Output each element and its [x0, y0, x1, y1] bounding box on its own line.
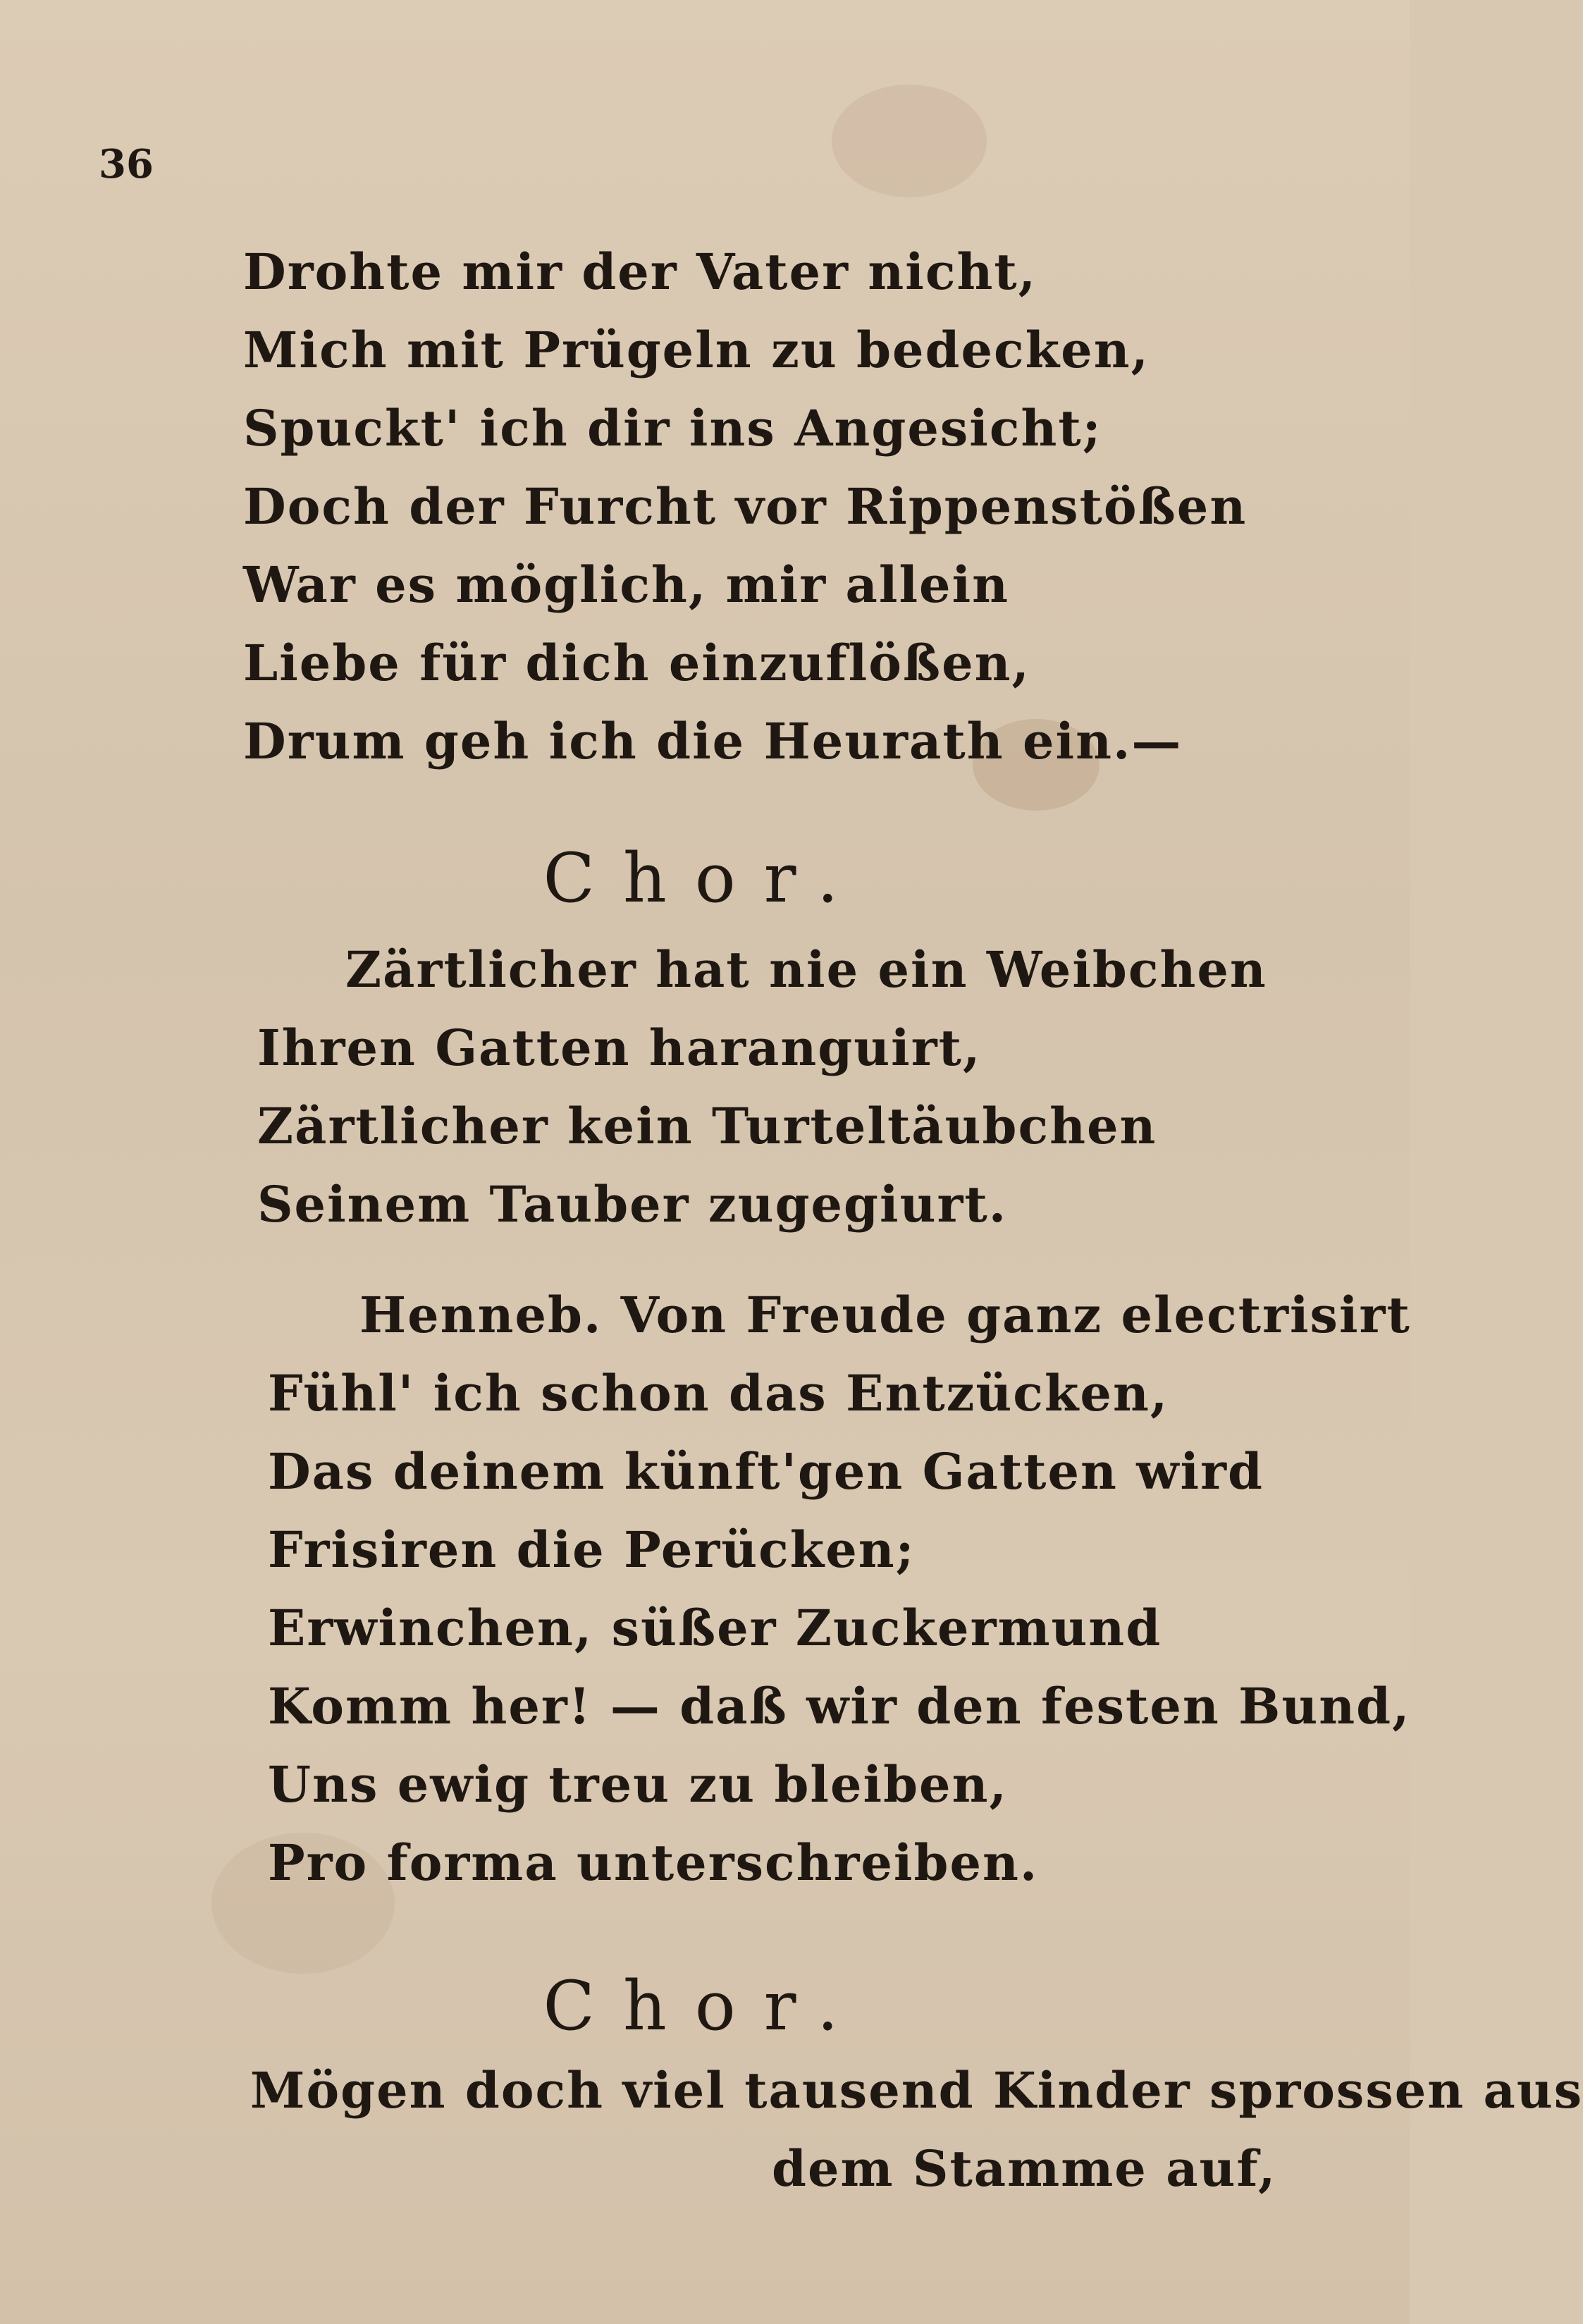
verse-line: Das deinem künft'gen Gatten wird — [268, 1442, 1264, 1501]
verse-line: Fühl' ich schon das Entzücken, — [268, 1364, 1169, 1422]
stanza-2 — [268, 1276, 1411, 1902]
paper-stain — [832, 85, 987, 197]
verse-line: Drohte mir der Vater nicht, — [243, 242, 1037, 301]
verse-line: Seinem Tauber zugegiurt. — [257, 1175, 1008, 1234]
verse-line: Henneb. Von Freude ganz electrisirt — [359, 1286, 1411, 1344]
verse-line: Frisiren die Perücken; — [268, 1520, 916, 1579]
verse-line: Drum geh ich die Heurath ein.— — [243, 712, 1183, 770]
chorus-heading: Chor. — [543, 1967, 867, 2046]
verse-line: dem Stamme auf, — [772, 2139, 1277, 2198]
verse-line: Pro forma unterschreiben. — [268, 1833, 1039, 1892]
verse-line: Zärtlicher hat nie ein Weibchen — [345, 940, 1267, 999]
chorus-1-verse — [257, 930, 1267, 1243]
verse-line: Zärtlicher kein Turteltäubchen — [257, 1097, 1157, 1155]
chorus-heading: Chor. — [543, 839, 867, 918]
verse-line: Uns ewig treu zu bleiben, — [268, 1755, 1008, 1814]
verse-line: Liebe für dich einzuflößen, — [243, 634, 1030, 692]
page-number: 36 — [99, 141, 154, 187]
verse-line: Erwinchen, süßer Zuckermund — [268, 1599, 1162, 1657]
verse-line: Doch der Furcht vor Rippenstößen — [243, 477, 1248, 536]
chorus-2-verse — [250, 2051, 1583, 2208]
verse-line: War es möglich, mir allein — [243, 555, 1010, 614]
stanza-1 — [243, 233, 1247, 780]
verse-line: Spuckt' ich dir ins Angesicht; — [243, 399, 1102, 457]
verse-line: Mögen doch viel tausend Kinder sprossen aus — [250, 2061, 1583, 2120]
verse-line: Ihren Gatten haranguirt, — [257, 1019, 982, 1077]
verse-line: Mich mit Prügeln zu bedecken, — [243, 321, 1150, 379]
verse-line: Komm her! — daß wir den festen Bund, — [268, 1677, 1411, 1735]
